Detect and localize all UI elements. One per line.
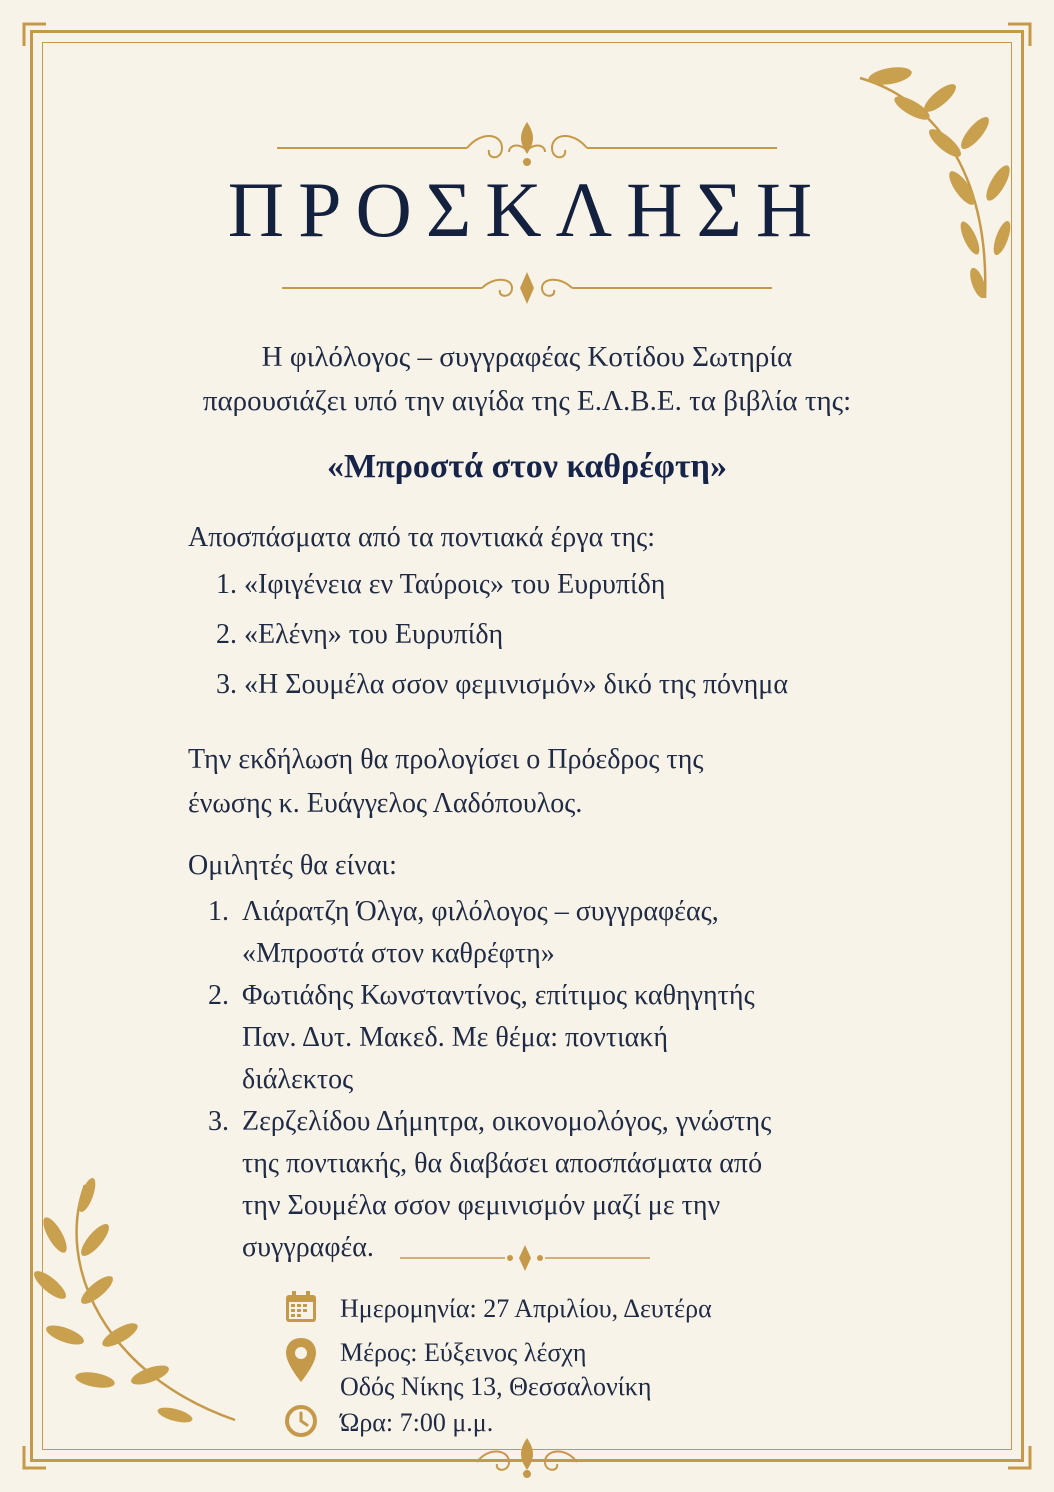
- item-text: της ποντιακής, θα διαβάσει αποσπάσματα από: [242, 1148, 763, 1179]
- item-text: Λιάρατζη Όλγα, φιλόλογος – συγγραφέας,: [242, 896, 719, 927]
- item-text: την Σουμέλα σσον φεμινισμόν μαζί με την: [242, 1190, 721, 1221]
- list-item: [208, 891, 771, 975]
- item-number: 1.: [216, 569, 237, 600]
- place-line: Οδός Νίκης 13, Θεσσαλονίκη: [340, 1372, 652, 1401]
- list-item: [216, 560, 788, 610]
- date-row: [284, 1290, 712, 1326]
- calendar-icon: [284, 1290, 318, 1324]
- list-item: [208, 975, 771, 1101]
- item-number: 1.: [208, 896, 229, 927]
- intro-line: Η φιλόλογος – συγγραφέας Κοτίδου Σωτηρία: [261, 341, 793, 373]
- speakers-section: [188, 845, 771, 1269]
- book-title: «Μπροστά στον καθρέφτη»: [327, 448, 727, 485]
- excerpts-section: [188, 516, 788, 710]
- item-text: διάλεκτος: [242, 1064, 354, 1095]
- time-text: Ώρα: 7:00 μ.μ.: [340, 1408, 494, 1437]
- item-text: Φωτιάδης Κωνσταντίνος, επίτιμος καθηγητής: [242, 980, 755, 1011]
- clock-icon: [284, 1404, 318, 1438]
- item-text: «Η Σουμέλα σσον φεμινισμόν» δικό της πόνημα: [244, 669, 788, 700]
- place-line: Μέρος: Εύξεινος λέσχη: [340, 1338, 587, 1367]
- item-text: Ζερζελίδου Δήμητρα, οικονομολόγος, γνώστης: [242, 1106, 772, 1137]
- place-row: [284, 1336, 652, 1404]
- page-title: ΠΡΟΣΚΛΗΣΗ: [227, 166, 827, 253]
- prologue-line: ένωσης κ. Ευάγγελος Λαδόπουλος.: [188, 788, 583, 819]
- speakers-heading: Ομιλητές θα είναι:: [188, 850, 397, 881]
- date-text: Ημερομηνία: 27 Απριλίου, Δευτέρα: [340, 1294, 712, 1323]
- location-pin-icon: [284, 1336, 318, 1386]
- prologue-line: Την εκδήλωση θα προλογίσει ο Πρόεδρος της: [188, 744, 704, 775]
- corner-ornament-icon: [1006, 22, 1032, 48]
- title-divider-ornament: [282, 268, 772, 308]
- item-text: «Ιφιγένεια εν Ταύροις» του Ευρυπίδη: [244, 569, 666, 600]
- corner-ornament-icon: [22, 22, 48, 48]
- item-number: 3.: [216, 669, 237, 700]
- intro-line: παρουσιάζει υπό την αιγίδα της Ε.Λ.Β.Ε. τα βιβλία της:: [202, 385, 852, 417]
- excerpts-heading: Αποσπάσματα από τα ποντιακά έργα της:: [188, 522, 656, 553]
- item-number: 2.: [216, 619, 237, 650]
- top-divider-ornament: [277, 120, 777, 170]
- corner-ornament-icon: [1006, 1444, 1032, 1470]
- details-divider-ornament: [400, 1243, 650, 1273]
- corner-ornament-icon: [22, 1444, 48, 1470]
- bottom-fleur-ornament-icon: [337, 1432, 717, 1480]
- item-number: 3.: [208, 1106, 229, 1137]
- list-item: [216, 610, 788, 660]
- item-text: «Μπροστά στον καθρέφτη»: [242, 938, 555, 969]
- prologue-section: [188, 738, 703, 826]
- item-text: συγγραφέα.: [242, 1232, 374, 1263]
- item-text: «Ελένη» του Ευρυπίδη: [244, 619, 504, 650]
- item-number: 2.: [208, 980, 229, 1011]
- intro-text: [100, 335, 954, 423]
- item-text: Παν. Δυτ. Μακεδ. Με θέμα: ποντιακή: [242, 1022, 669, 1053]
- list-item: [216, 660, 788, 710]
